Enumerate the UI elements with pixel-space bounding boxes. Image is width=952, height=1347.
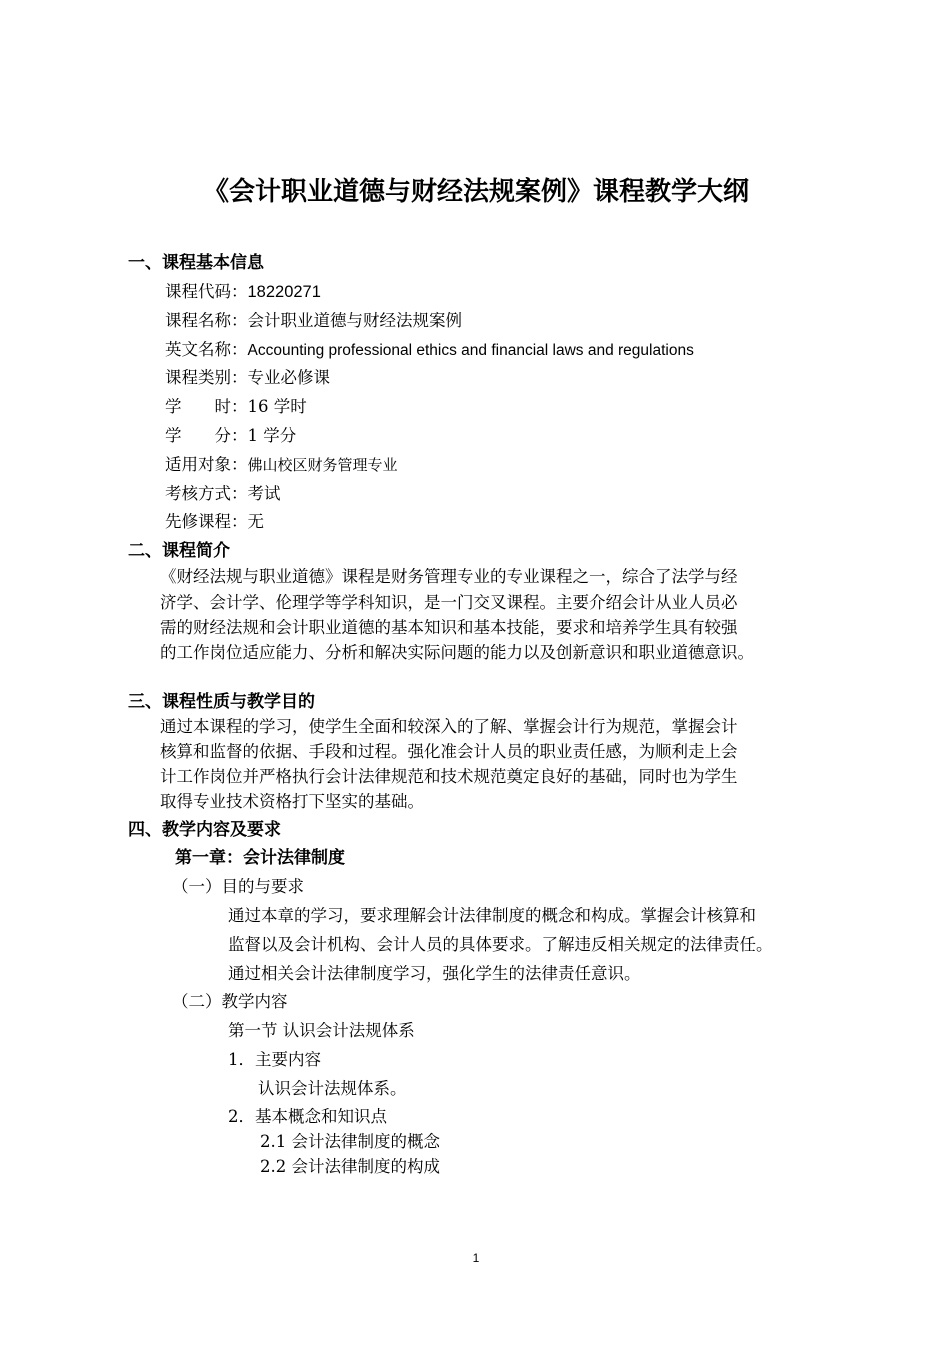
info-label: 课程类别： <box>165 368 248 387</box>
info-value: 考试 <box>247 484 281 503</box>
section3-line: 通过本课程的学习，使学生全面和较深入的了解、掌握会计行为规范，掌握会计 <box>160 717 738 736</box>
info-value: Accounting professional ethics and financial laws and regulations <box>247 342 694 359</box>
info-row-course-type <box>165 366 330 390</box>
info-row-audience <box>165 453 398 477</box>
section4-heading: 四、教学内容及要求 <box>128 820 281 840</box>
section2-line: 济学、会计学、伦理学等学科知识，是一门交叉课程。主要介绍会计从业人员必 <box>160 593 738 612</box>
info-label: 适用对象： <box>165 455 248 474</box>
info-value: 1 学分 <box>247 426 297 445</box>
info-label: 考核方式： <box>165 484 248 503</box>
info-row-hours <box>165 395 307 419</box>
info-label: 学 分： <box>165 426 248 445</box>
content-item-title: 1．主要内容 <box>228 1050 321 1069</box>
info-value: 无 <box>247 512 264 531</box>
content-item-text: 认识会计法规体系。 <box>258 1079 407 1098</box>
info-label: 英文名称： <box>165 340 248 359</box>
info-value: 专业必修课 <box>247 368 330 387</box>
objective-line: 通过本章的学习，要求理解会计法律制度的概念和构成。掌握会计核算和 <box>228 906 756 925</box>
info-label: 课程名称： <box>165 311 248 330</box>
subsection-heading: （二）教学内容 <box>172 992 288 1011</box>
section1-heading: 一、课程基本信息 <box>128 253 264 273</box>
info-value: 16 学时 <box>247 397 307 416</box>
info-row-english-name <box>165 338 694 363</box>
subsection-heading: （一）目的与要求 <box>172 877 304 896</box>
info-label: 学 时： <box>165 397 248 416</box>
info-label: 课程代码： <box>165 282 248 301</box>
content-item-title: 2．基本概念和知识点 <box>228 1107 387 1126</box>
section3-line: 核算和监督的依据、手段和过程。强化准会计人员的职业责任感，为顺利走上会 <box>160 742 738 761</box>
info-label: 先修课程： <box>165 512 248 531</box>
section3-line: 计工作岗位并严格执行会计法律规范和技术规范奠定良好的基础，同时也为学生 <box>160 767 738 786</box>
info-value: 佛山校区财务管理专业 <box>247 456 398 474</box>
section2-line: 的工作岗位适应能力、分析和解决实际问题的能力以及创新意识和职业道德意识。 <box>160 643 754 662</box>
objective-line: 通过相关会计法律制度学习，强化学生的法律责任意识。 <box>228 964 641 983</box>
info-row-credits <box>165 424 296 448</box>
info-row-course-code <box>165 280 321 304</box>
info-row-prerequisite <box>165 510 264 534</box>
section2-heading: 二、课程简介 <box>128 541 230 561</box>
info-value: 18220271 <box>247 283 321 301</box>
knowledge-point: 2.1 会计法律制度的概念 <box>260 1132 440 1151</box>
section3-line: 取得专业技术资格打下坚实的基础。 <box>160 792 424 811</box>
section3-heading: 三、课程性质与教学目的 <box>128 692 315 712</box>
info-row-assessment <box>165 482 281 506</box>
section2-line: 《财经法规与职业道德》课程是财务管理专业的专业课程之一，综合了法学与经 <box>160 567 738 586</box>
info-value: 会计职业道德与财经法规案例 <box>247 311 462 330</box>
objective-line: 监督以及会计机构、会计人员的具体要求。了解违反相关规定的法律责任。 <box>228 935 773 954</box>
document-title: 《会计职业道德与财经法规案例》课程教学大纲 <box>202 177 749 207</box>
chapter-title: 第一章：会计法律制度 <box>175 848 345 868</box>
page-number: 1 <box>472 1251 480 1265</box>
knowledge-point: 2.2 会计法律制度的构成 <box>260 1157 440 1176</box>
info-row-course-name <box>165 309 462 333</box>
lesson-section-title: 第一节 认识会计法规体系 <box>228 1021 415 1040</box>
section2-line: 需的财经法规和会计职业道德的基本知识和基本技能，要求和培养学生具有较强 <box>160 618 738 637</box>
